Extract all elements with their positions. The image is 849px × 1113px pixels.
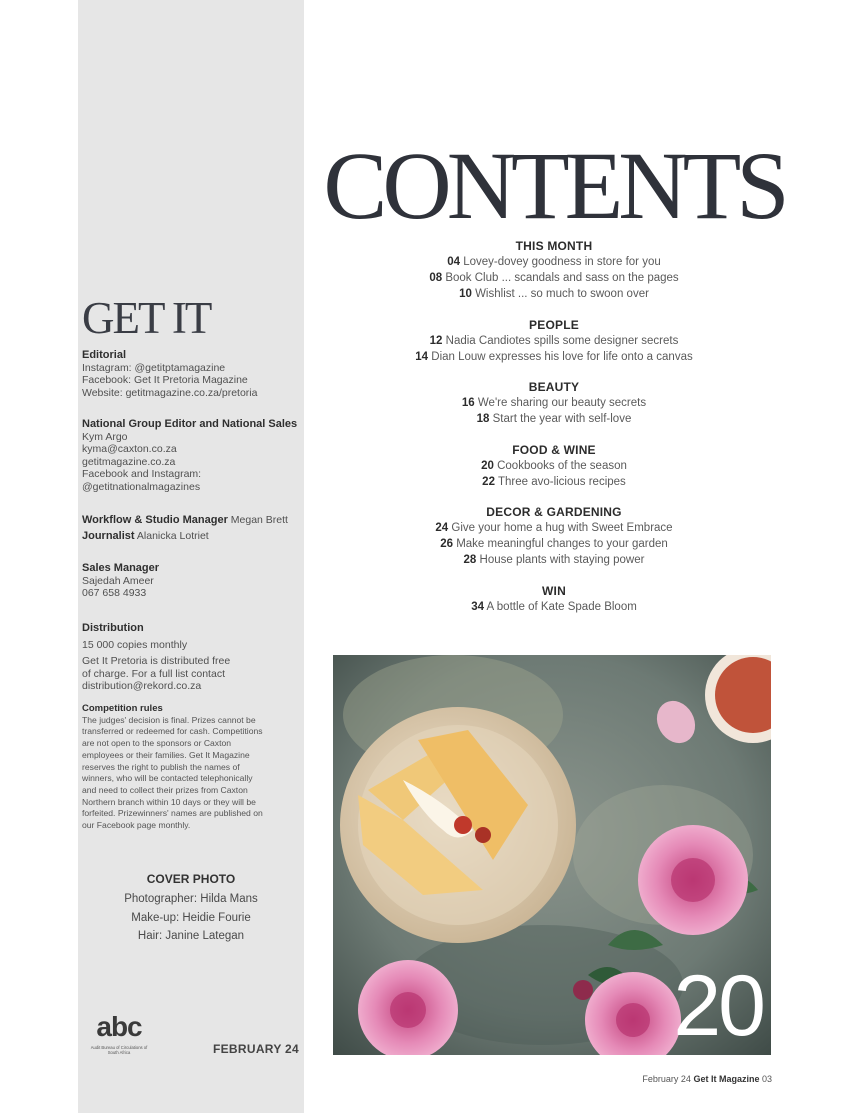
section-heading: BEAUTY bbox=[528, 380, 580, 394]
competition-line: The judges' decision is final. Prizes cannot be bbox=[82, 714, 256, 725]
page-number: 08 bbox=[429, 272, 443, 284]
competition-line: are not open to the sponsors or Caxton bbox=[82, 738, 232, 749]
editorial-line: Facebook: Get It Pretoria Magazine bbox=[82, 374, 248, 387]
toc-item[interactable] bbox=[310, 411, 798, 427]
item-text: Wishlist ... so much to swoon over bbox=[475, 288, 649, 300]
competition-line: forfeited. Prizewinners' names are published on bbox=[82, 808, 263, 819]
page-footer bbox=[642, 1074, 772, 1084]
page-number: 22 bbox=[482, 476, 495, 488]
journalist-name: Alanicka Lotriet bbox=[136, 530, 209, 542]
item-text: Book Club ... scandals and sass on the pages bbox=[445, 272, 679, 284]
national-line: kyma@caxton.co.za bbox=[82, 443, 177, 456]
journalist-role: Journalist bbox=[82, 530, 135, 542]
cover-credit: Hair: Janine Lategan bbox=[137, 930, 245, 942]
toc-section bbox=[310, 442, 798, 504]
toc-item[interactable] bbox=[310, 333, 798, 349]
page-number: 24 bbox=[435, 522, 449, 534]
item-text: Lovey-dovey goodness in store for you bbox=[463, 256, 661, 268]
competition-heading: Competition rules bbox=[82, 703, 163, 714]
toc-item[interactable] bbox=[310, 395, 798, 411]
page-number: 12 bbox=[429, 335, 443, 347]
toc-item[interactable] bbox=[310, 536, 798, 552]
cover-credit: Make-up: Heidie Fourie bbox=[131, 911, 251, 924]
page-number: 04 bbox=[447, 256, 461, 268]
item-text: Give your home a hug with Sweet Embrace bbox=[451, 522, 673, 534]
page-number: 34 bbox=[471, 601, 484, 613]
item-text: Three avo-licious recipes bbox=[497, 476, 626, 488]
competition-line: and need to collect their prizes from Caxton bbox=[82, 784, 248, 795]
staff-block bbox=[82, 512, 307, 544]
section-heading: FOOD & WINE bbox=[512, 443, 596, 457]
national-line: Facebook and Instagram: bbox=[82, 468, 202, 481]
abc-logo bbox=[88, 1012, 150, 1068]
toc-section bbox=[310, 317, 798, 379]
footer-magazine: Get It Magazine bbox=[693, 1074, 760, 1084]
item-text: A bottle of Kate Spade Bloom bbox=[486, 601, 637, 613]
feature-photo bbox=[333, 655, 771, 1055]
page-number: 14 bbox=[415, 351, 429, 363]
toc-section bbox=[310, 238, 798, 317]
workflow-line bbox=[82, 512, 307, 528]
distribution-email: distribution@rekord.co.za bbox=[82, 680, 202, 693]
distribution-line: Get It Pretoria is distributed free bbox=[82, 655, 231, 668]
distribution-block bbox=[82, 622, 307, 693]
toc-section bbox=[310, 504, 798, 583]
cover-photo-credits bbox=[78, 872, 304, 946]
competition-line: transferred or redeemed for cash. Competitions bbox=[82, 726, 263, 737]
item-text: Make meaningful changes to your garden bbox=[456, 538, 668, 550]
item-text: Nadia Candiotes spills some designer secrets bbox=[445, 335, 679, 347]
item-text: We're sharing our beauty secrets bbox=[477, 397, 647, 409]
sales-line: Sajedah Ameer bbox=[82, 574, 154, 587]
page-number: 16 bbox=[461, 397, 475, 409]
section-heading: THIS MONTH bbox=[515, 239, 593, 253]
page-number: 26 bbox=[440, 538, 453, 550]
competition-line: reserves the right to publish the names of bbox=[82, 761, 240, 772]
toc-section bbox=[310, 379, 798, 442]
sales-block bbox=[82, 562, 307, 600]
toc-item[interactable] bbox=[310, 286, 798, 302]
issue-date: FEBRUARY 24 bbox=[213, 1042, 299, 1056]
item-text: Start the year with self-love bbox=[492, 413, 632, 425]
sales-heading: Sales Manager bbox=[82, 562, 160, 574]
distribution-copies: 15 000 copies monthly bbox=[82, 638, 188, 651]
section-heading: DECOR & GARDENING bbox=[486, 505, 622, 519]
national-line: getitmagazine.co.za bbox=[82, 455, 176, 468]
toc-item[interactable] bbox=[310, 552, 798, 568]
national-block bbox=[82, 418, 307, 494]
national-line: Kym Argo bbox=[82, 430, 128, 443]
toc-item[interactable] bbox=[310, 520, 798, 536]
cover-heading: COVER PHOTO bbox=[146, 872, 236, 886]
item-text: House plants with staying power bbox=[479, 554, 645, 566]
page-number: 18 bbox=[476, 413, 490, 425]
workflow-name: Megan Brett bbox=[230, 514, 288, 526]
brand-title: GET IT bbox=[82, 293, 211, 343]
competition-line: employees or their families. Get It Magazine bbox=[82, 749, 250, 760]
footer-date: February 24 bbox=[642, 1074, 691, 1084]
page-number: 20 bbox=[481, 460, 494, 472]
toc-item[interactable] bbox=[310, 458, 798, 474]
national-line: @getitnationalmagazines bbox=[82, 480, 201, 493]
competition-line: Northern branch within 10 days or they will be bbox=[82, 796, 256, 807]
journalist-line bbox=[82, 528, 307, 544]
toc-item[interactable] bbox=[310, 599, 798, 615]
sales-line: 067 658 4933 bbox=[82, 587, 147, 600]
item-text: Cookbooks of the season bbox=[497, 460, 627, 472]
editorial-line: Instagram: @getitptamagazine bbox=[82, 361, 226, 374]
editorial-heading: Editorial bbox=[82, 349, 127, 361]
abc-logo-subtitle: Audit Bureau of Circulations of South Africa bbox=[90, 1045, 148, 1055]
editorial-line: Website: getitmagazine.co.za/pretoria bbox=[82, 386, 258, 399]
cover-credit: Photographer: Hilda Mans bbox=[124, 893, 258, 905]
item-text: Dian Louw expresses his love for life onto a canvas bbox=[431, 351, 693, 363]
competition-line: our Facebook page monthly. bbox=[82, 820, 191, 831]
toc-section bbox=[310, 583, 798, 615]
competition-rules-block bbox=[82, 703, 304, 832]
toc-item[interactable] bbox=[310, 474, 798, 490]
section-heading: WIN bbox=[542, 584, 566, 598]
photo-page-number: 20 bbox=[673, 958, 763, 1054]
table-of-contents bbox=[310, 238, 798, 615]
toc-item[interactable] bbox=[310, 270, 798, 286]
footer-page: 03 bbox=[761, 1074, 772, 1084]
page-title: CONTENTS bbox=[323, 132, 785, 239]
sidebar-panel bbox=[78, 0, 304, 1113]
distribution-heading: Distribution bbox=[82, 622, 144, 634]
page-number: 10 bbox=[459, 288, 472, 300]
distribution-line: of charge. For a full list contact bbox=[82, 667, 225, 680]
toc-item[interactable] bbox=[310, 254, 798, 270]
page-number: 28 bbox=[463, 554, 477, 566]
section-heading: PEOPLE bbox=[529, 318, 579, 332]
national-heading: National Group Editor and National Sales bbox=[82, 418, 298, 430]
competition-line: winners, who will be contacted telephonically bbox=[82, 773, 253, 784]
workflow-role: Workflow & Studio Manager bbox=[82, 514, 228, 526]
editorial-block bbox=[82, 349, 307, 399]
toc-item[interactable] bbox=[310, 349, 798, 365]
abc-logo-text: abc bbox=[96, 1011, 142, 1042]
